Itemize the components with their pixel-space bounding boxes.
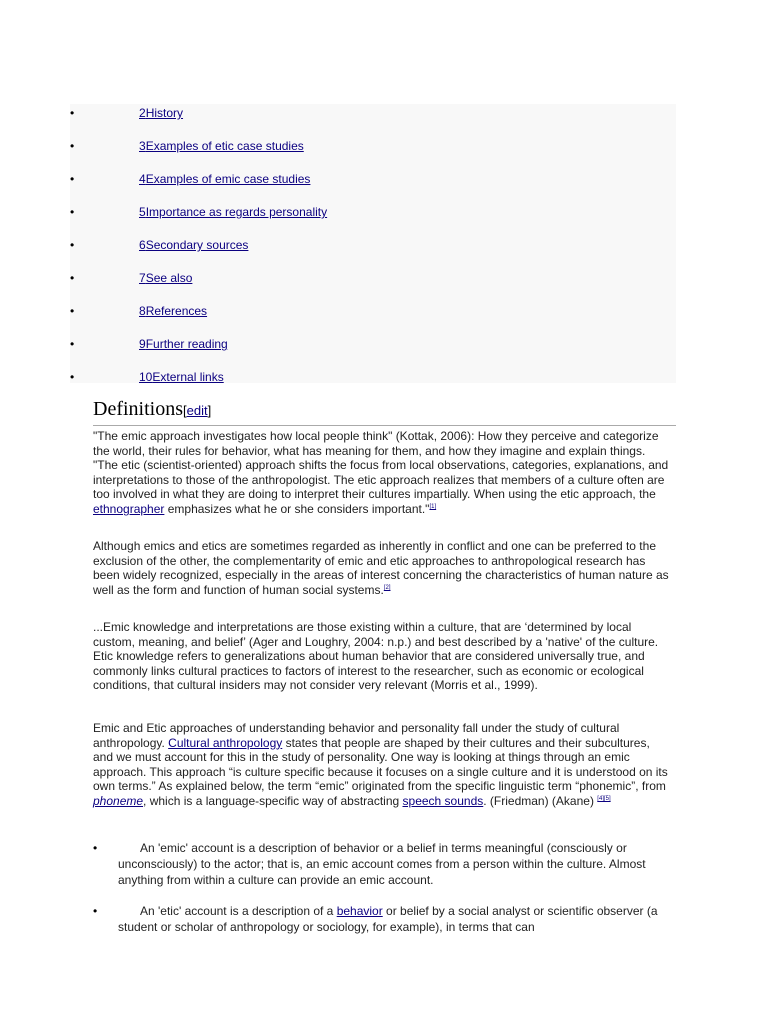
speech-sounds-link[interactable]: speech sounds xyxy=(402,793,484,808)
toc-link[interactable]: 2History xyxy=(139,106,184,120)
toc-link[interactable]: 7See also xyxy=(139,271,193,285)
behavior-link[interactable]: behavior xyxy=(336,904,383,918)
bullet: • xyxy=(70,139,75,153)
toc-link[interactable]: 6Secondary sources xyxy=(139,238,249,252)
toc-link[interactable]: 3Examples of etic case studies xyxy=(139,139,304,153)
toc-link[interactable]: 5Importance as regards personality xyxy=(139,205,328,219)
ethnographer-link[interactable]: ethnographer xyxy=(93,501,165,516)
section-title: Definitions xyxy=(93,398,183,420)
paragraph-emic-knowledge: ...Emic knowledge and interpretations are those existing within a culture, that are ‘determined by local custom, meaning, and belief’ (Ager and Loughry, 2004: n.p.) and best described by a 'native' of the culture. Etic knowledge refers to generalizations about human behavior that are considered universally true, and commonly links cultural practices to factors of interest to the researcher, such as economic or ecological conditions, that cultural insiders may not consider very relevant (Morris et al., 1999). xyxy=(93,620,659,693)
bullet: • xyxy=(70,370,75,384)
edit-section: [edit] xyxy=(183,403,212,418)
bullet: • xyxy=(70,304,75,318)
emic-account-text: An 'emic' account is a description of behavior or a belief in terms meaningful (consciously or unconsciously) to the actor; that is, an emic account comes from a person within the culture. Almost anything from within a culture can provide an emic account. xyxy=(118,841,646,887)
paragraph-cultural-anthropology: Emic and Etic approaches of understanding behavior and personality fall under the study of cultural anthropology. Cultural anthropology states that people are shaped by their cultures and their subcultures, and we must account for this in the study of personality. One way is looking at things through an emic approach. This approach “is culture specific because it focuses on a single culture and it is understood on its own terms.” As explained below, the term “emic” originated from the specific linguistic term “phonemic”, from phoneme, which is a language-specific way of abstracting speech sounds. (Friedman) (Akane) [4][5] xyxy=(93,721,668,808)
etic-account-text: An 'etic' account is a description of a behavior or belief by a social analyst or scientific observer (a student or scholar of anthropology or sociology, for example), in terms that can xyxy=(118,904,658,934)
paragraph-emic-etic-intro: "The emic approach investigates how local people think" (Kottak, 2006): How they perceive and categorize the world, their rules for behavior, what has meaning for them, and how they imagine and explain things. "The etic (scientist-oriented) approach shifts the focus from local observations, categories, explanations, and interpretations to those of the anthropologist. The etic approach realizes that members of a culture often are too involved in what they are doing to interpret their cultures impartially. When using the etic approach, the ethnographer emphasizes what he or she considers important."[1] xyxy=(93,429,669,516)
toc-link[interactable]: 4Examples of emic case studies xyxy=(139,172,311,186)
citation-link[interactable]: [4][5] xyxy=(597,795,611,802)
bullet: • xyxy=(70,337,75,351)
bullet: • xyxy=(70,205,75,219)
toc-link[interactable]: 9Further reading xyxy=(139,337,228,351)
edit-link[interactable]: edit xyxy=(186,403,208,418)
paragraph-complementarity: Although emics and etics are sometimes regarded as inherently in conflict and one can be preferred to the exclusion of the other, the complementarity of emic and etic approaches to anthropological research has been widely recognized, especially in the areas of interest concerning the characteristics of human nature as well as the form and function of human social systems.[2] xyxy=(93,539,669,597)
toc-link[interactable]: 10External links xyxy=(139,370,224,384)
bullet: • xyxy=(93,904,98,918)
bullet: • xyxy=(93,841,98,855)
citation-link[interactable]: [2] xyxy=(383,584,391,591)
bullet: • xyxy=(70,106,75,120)
bullet: • xyxy=(70,172,75,186)
bullet: • xyxy=(70,238,75,252)
section-heading-definitions xyxy=(93,396,676,426)
cultural-anthropology-link[interactable]: Cultural anthropology xyxy=(168,735,283,750)
bullet: • xyxy=(70,271,75,285)
toc-link[interactable]: 8References xyxy=(139,304,208,318)
citation-link[interactable]: [1] xyxy=(429,503,437,510)
phoneme-link[interactable]: phoneme xyxy=(93,793,144,808)
table-of-contents xyxy=(70,104,676,383)
